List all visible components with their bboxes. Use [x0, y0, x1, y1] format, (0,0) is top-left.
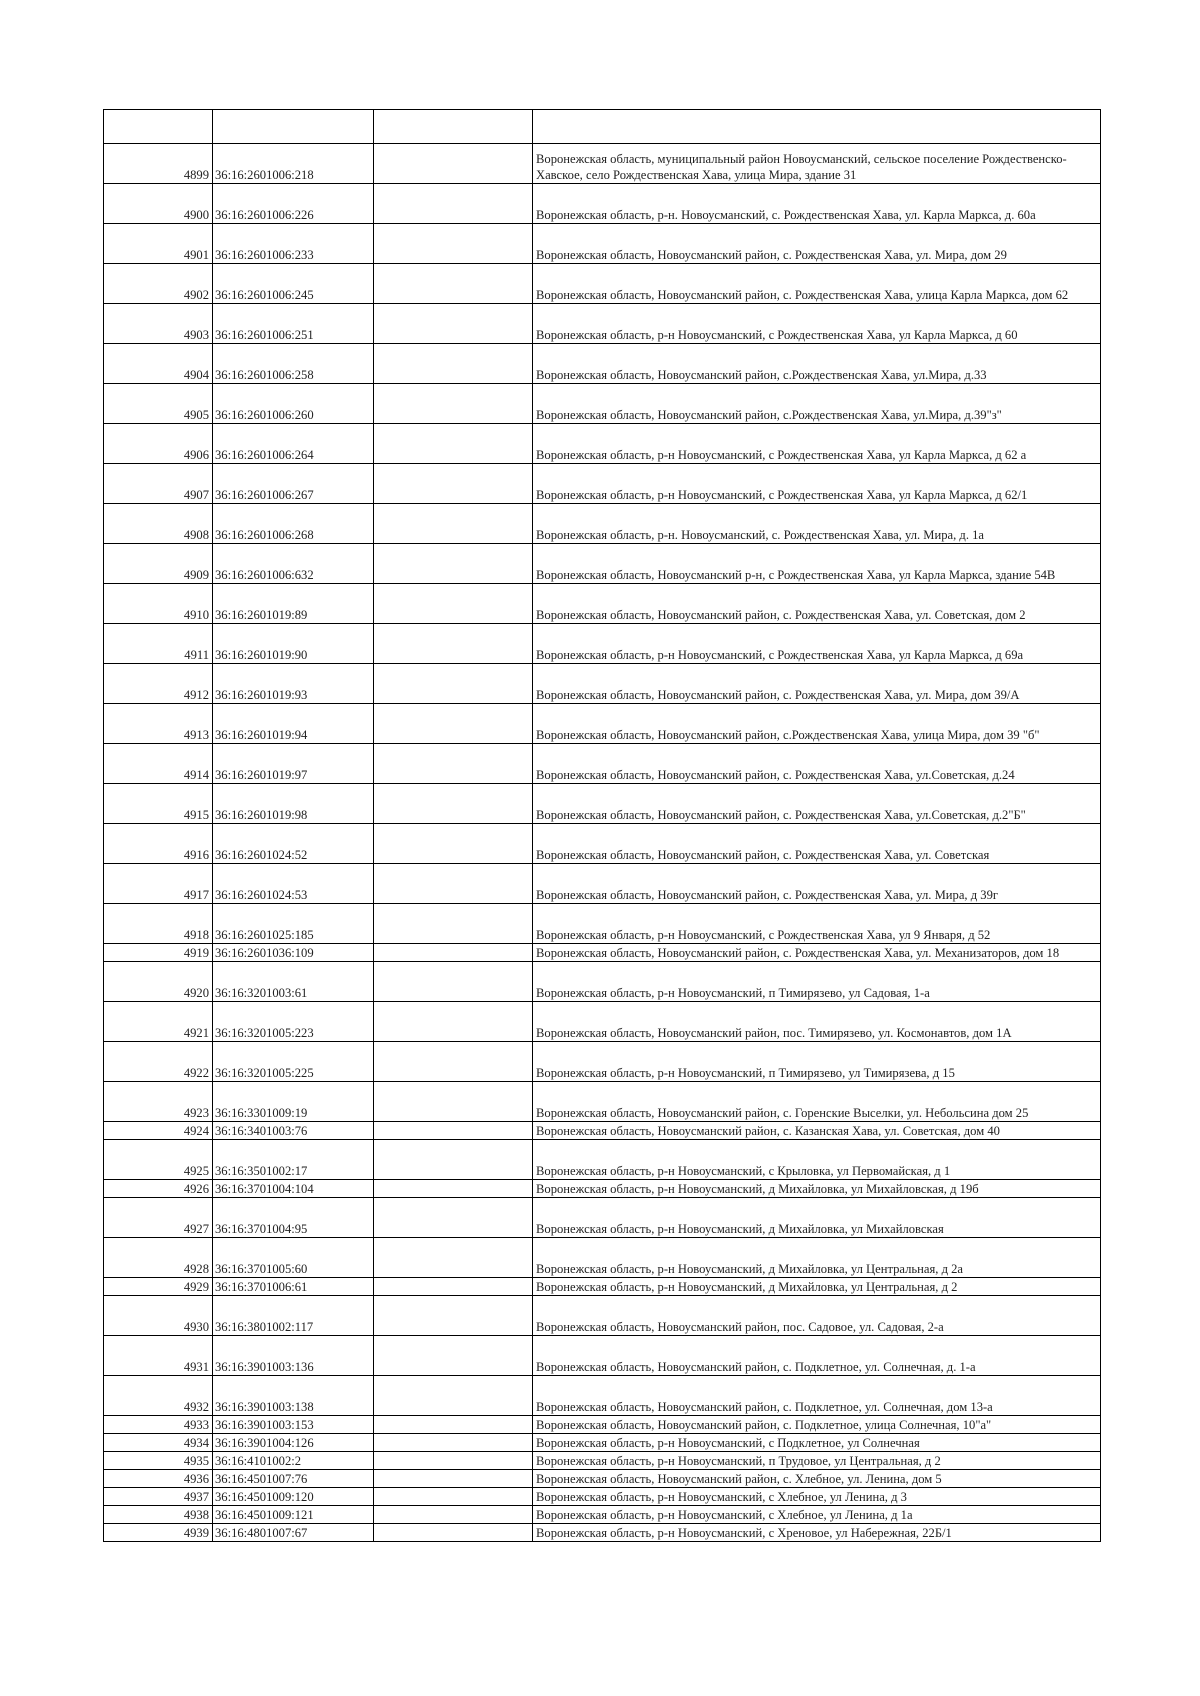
- table-row: [104, 504, 1101, 544]
- cadastral-number-cell: 36:16:3201003:61: [213, 962, 374, 1002]
- table-row: [104, 1140, 1101, 1180]
- row-number-cell: 4911: [104, 624, 213, 664]
- row-number-cell: 4901: [104, 224, 213, 264]
- cadastral-number-cell: 36:16:4501009:121: [213, 1506, 374, 1524]
- cadastral-number-cell: 36:16:3401003:76: [213, 1122, 374, 1140]
- table-row: [104, 704, 1101, 744]
- cadastral-number-cell: 36:16:2601006:251: [213, 304, 374, 344]
- table-row: [104, 544, 1101, 584]
- row-number-cell: 4903: [104, 304, 213, 344]
- row-number-cell: 4930: [104, 1296, 213, 1336]
- table-row: [104, 584, 1101, 624]
- address-cell: Воронежская область, р-н Новоусманский, п Трудовое, ул Центральная, д 2: [533, 1452, 1101, 1470]
- row-number-cell: 4902: [104, 264, 213, 304]
- row-number-cell: 4899: [104, 144, 213, 184]
- table-row: [104, 904, 1101, 944]
- empty-cell: [374, 1296, 533, 1336]
- table-row: [104, 1524, 1101, 1542]
- row-number-cell: 4926: [104, 1180, 213, 1198]
- cadastral-number-cell: 36:16:2601006:260: [213, 384, 374, 424]
- address-cell: Воронежская область, р-н. Новоусманский, с. Рождественская Хава, ул. Карла Маркса, д. 60а: [533, 184, 1101, 224]
- cadastral-number-cell: 36:16:2601036:109: [213, 944, 374, 962]
- empty-cell: [374, 110, 533, 144]
- empty-cell: [374, 424, 533, 464]
- registry-table: [103, 109, 1101, 1542]
- table-row: [104, 1278, 1101, 1296]
- cadastral-number-cell: 36:16:3801002:117: [213, 1296, 374, 1336]
- cadastral-number-cell: 36:16:3701006:61: [213, 1278, 374, 1296]
- cadastral-number-cell: 36:16:2601024:52: [213, 824, 374, 864]
- table-row: [104, 744, 1101, 784]
- row-number-cell: [104, 110, 213, 144]
- address-cell: Воронежская область, р-н. Новоусманский, с. Рождественская Хава, ул. Мира, д. 1а: [533, 504, 1101, 544]
- address-cell: Воронежская область, Новоусманский район, с. Рождественская Хава, ул. Советская, дом 2: [533, 584, 1101, 624]
- empty-cell: [374, 1434, 533, 1452]
- row-number-cell: 4916: [104, 824, 213, 864]
- address-cell: Воронежская область, р-н Новоусманский, с Рождественская Хава, ул Карла Маркса, д 62 а: [533, 424, 1101, 464]
- address-cell: Воронежская область, Новоусманский район, с.Рождественская Хава, улица Мира, дом 39 "б": [533, 704, 1101, 744]
- empty-cell: [374, 1376, 533, 1416]
- row-number-cell: 4938: [104, 1506, 213, 1524]
- empty-cell: [374, 584, 533, 624]
- row-number-cell: 4937: [104, 1488, 213, 1506]
- empty-cell: [374, 544, 533, 584]
- row-number-cell: 4939: [104, 1524, 213, 1542]
- empty-cell: [374, 304, 533, 344]
- address-cell: Воронежская область, р-н Новоусманский, с Рождественская Хава, ул 9 Января, д 52: [533, 904, 1101, 944]
- cadastral-number-cell: 36:16:2601024:53: [213, 864, 374, 904]
- empty-cell: [374, 744, 533, 784]
- table-row: [104, 1082, 1101, 1122]
- row-number-cell: 4914: [104, 744, 213, 784]
- row-number-cell: 4917: [104, 864, 213, 904]
- row-number-cell: 4905: [104, 384, 213, 424]
- cadastral-number-cell: 36:16:2601006:245: [213, 264, 374, 304]
- table-row: [104, 224, 1101, 264]
- address-cell: Воронежская область, Новоусманский район, с. Подклетное, ул. Солнечная, д. 1-а: [533, 1336, 1101, 1376]
- address-cell: Воронежская область, р-н Новоусманский, д Михайловка, ул Михайловская: [533, 1198, 1101, 1238]
- table-row: [104, 962, 1101, 1002]
- empty-cell: [374, 962, 533, 1002]
- table-row: [104, 864, 1101, 904]
- address-cell: Воронежская область, Новоусманский район, с. Подклетное, ул. Солнечная, дом 13-а: [533, 1376, 1101, 1416]
- row-number-cell: 4919: [104, 944, 213, 962]
- table-row: [104, 664, 1101, 704]
- address-cell: Воронежская область, Новоусманский район, пос. Тимирязево, ул. Космонавтов, дом 1А: [533, 1002, 1101, 1042]
- row-number-cell: 4900: [104, 184, 213, 224]
- cadastral-number-cell: 36:16:3901004:126: [213, 1434, 374, 1452]
- row-number-cell: 4924: [104, 1122, 213, 1140]
- table-row: [104, 344, 1101, 384]
- address-cell: [533, 110, 1101, 144]
- address-cell: Воронежская область, Новоусманский р-н, с Рождественская Хава, ул Карла Маркса, здание 54В: [533, 544, 1101, 584]
- address-cell: Воронежская область, р-н Новоусманский, с Рождественская Хава, ул Карла Маркса, д 62/1: [533, 464, 1101, 504]
- table-row: [104, 1434, 1101, 1452]
- table-row: [104, 1296, 1101, 1336]
- address-cell: Воронежская область, р-н Новоусманский, с Хреновое, ул Набережная, 22Б/1: [533, 1524, 1101, 1542]
- address-cell: Воронежская область, Новоусманский район, с. Рождественская Хава, ул.Советская, д.24: [533, 744, 1101, 784]
- row-number-cell: 4932: [104, 1376, 213, 1416]
- empty-cell: [374, 1336, 533, 1376]
- cadastral-number-cell: [213, 110, 374, 144]
- cadastral-number-cell: 36:16:2601006:258: [213, 344, 374, 384]
- empty-cell: [374, 1002, 533, 1042]
- cadastral-number-cell: 36:16:2601019:94: [213, 704, 374, 744]
- address-cell: Воронежская область, р-н Новоусманский, с Хлебное, ул Ленина, д 1а: [533, 1506, 1101, 1524]
- table-row: [104, 784, 1101, 824]
- table-row: [104, 1488, 1101, 1506]
- row-number-cell: 4934: [104, 1434, 213, 1452]
- empty-cell: [374, 1180, 533, 1198]
- table-row: [104, 1042, 1101, 1082]
- table-row: [104, 384, 1101, 424]
- empty-cell: [374, 1122, 533, 1140]
- cadastral-number-cell: 36:16:3701004:95: [213, 1198, 374, 1238]
- row-number-cell: 4918: [104, 904, 213, 944]
- table-row: [104, 1336, 1101, 1376]
- table-row: [104, 184, 1101, 224]
- table-row: [104, 1122, 1101, 1140]
- empty-cell: [374, 1278, 533, 1296]
- empty-cell: [374, 1140, 533, 1180]
- row-number-cell: 4921: [104, 1002, 213, 1042]
- cadastral-number-cell: 36:16:3301009:19: [213, 1082, 374, 1122]
- registry-table-body: [104, 110, 1101, 1542]
- cadastral-number-cell: 36:16:2601006:264: [213, 424, 374, 464]
- row-number-cell: 4904: [104, 344, 213, 384]
- empty-cell: [374, 904, 533, 944]
- empty-cell: [374, 824, 533, 864]
- cadastral-number-cell: 36:16:2601006:632: [213, 544, 374, 584]
- row-number-cell: 4936: [104, 1470, 213, 1488]
- row-number-cell: 4925: [104, 1140, 213, 1180]
- row-number-cell: 4913: [104, 704, 213, 744]
- cadastral-number-cell: 36:16:2601006:268: [213, 504, 374, 544]
- empty-cell: [374, 1416, 533, 1434]
- row-number-cell: 4906: [104, 424, 213, 464]
- empty-cell: [374, 264, 533, 304]
- empty-cell: [374, 864, 533, 904]
- address-cell: Воронежская область, р-н Новоусманский, д Михайловка, ул Центральная, д 2а: [533, 1238, 1101, 1278]
- cadastral-number-cell: 36:16:3901003:153: [213, 1416, 374, 1434]
- row-number-cell: 4912: [104, 664, 213, 704]
- empty-cell: [374, 464, 533, 504]
- row-number-cell: 4910: [104, 584, 213, 624]
- cadastral-number-cell: 36:16:3201005:223: [213, 1002, 374, 1042]
- table-row-top-blank: [104, 110, 1101, 144]
- row-number-cell: 4931: [104, 1336, 213, 1376]
- address-cell: Воронежская область, Новоусманский район, с. Рождественская Хава, ул. Мира, дом 29: [533, 224, 1101, 264]
- address-cell: Воронежская область, р-н Новоусманский, с Крыловка, ул Первомайская, д 1: [533, 1140, 1101, 1180]
- table-row: [104, 304, 1101, 344]
- table-row: [104, 424, 1101, 464]
- row-number-cell: 4935: [104, 1452, 213, 1470]
- cadastral-number-cell: 36:16:2601006:233: [213, 224, 374, 264]
- cadastral-number-cell: 36:16:3701005:60: [213, 1238, 374, 1278]
- cadastral-number-cell: 36:16:2601006:267: [213, 464, 374, 504]
- address-cell: Воронежская область, Новоусманский район, с. Рождественская Хава, ул. Механизаторов, дом 18: [533, 944, 1101, 962]
- address-cell: Воронежская область, Новоусманский район, с.Рождественская Хава, ул.Мира, д.33: [533, 344, 1101, 384]
- cadastral-number-cell: 36:16:4101002:2: [213, 1452, 374, 1470]
- table-row: [104, 1452, 1101, 1470]
- address-cell: Воронежская область, Новоусманский район, с. Горенские Выселки, ул. Небольсина дом 25: [533, 1082, 1101, 1122]
- table-row: [104, 1238, 1101, 1278]
- cadastral-number-cell: 36:16:4501007:76: [213, 1470, 374, 1488]
- empty-cell: [374, 1198, 533, 1238]
- empty-cell: [374, 704, 533, 744]
- table-row: [104, 1470, 1101, 1488]
- cadastral-number-cell: 36:16:2601019:97: [213, 744, 374, 784]
- address-cell: Воронежская область, р-н Новоусманский, с Рождественская Хава, ул Карла Маркса, д 69а: [533, 624, 1101, 664]
- empty-cell: [374, 1488, 533, 1506]
- row-number-cell: 4928: [104, 1238, 213, 1278]
- address-cell: Воронежская область, р-н Новоусманский, п Тимирязево, ул Садовая, 1-а: [533, 962, 1101, 1002]
- address-cell: Воронежская область, Новоусманский район, с. Рождественская Хава, ул. Мира, д 39г: [533, 864, 1101, 904]
- cadastral-number-cell: 36:16:3701004:104: [213, 1180, 374, 1198]
- row-number-cell: 4922: [104, 1042, 213, 1082]
- empty-cell: [374, 144, 533, 184]
- empty-cell: [374, 344, 533, 384]
- address-cell: Воронежская область, Новоусманский район, с. Рождественская Хава, улица Карла Маркса, дом 62: [533, 264, 1101, 304]
- cadastral-number-cell: 36:16:2601025:185: [213, 904, 374, 944]
- empty-cell: [374, 1452, 533, 1470]
- cadastral-number-cell: 36:16:3901003:138: [213, 1376, 374, 1416]
- address-cell: Воронежская область, Новоусманский район, с. Казанская Хава, ул. Советская, дом 40: [533, 1122, 1101, 1140]
- empty-cell: [374, 504, 533, 544]
- table-row: [104, 464, 1101, 504]
- table-row: [104, 624, 1101, 664]
- row-number-cell: 4927: [104, 1198, 213, 1238]
- empty-cell: [374, 1042, 533, 1082]
- address-cell: Воронежская область, Новоусманский район, с. Рождественская Хава, ул.Советская, д.2"Б": [533, 784, 1101, 824]
- empty-cell: [374, 1524, 533, 1542]
- cadastral-number-cell: 36:16:2601006:218: [213, 144, 374, 184]
- row-number-cell: 4907: [104, 464, 213, 504]
- cadastral-number-cell: 36:16:2601019:98: [213, 784, 374, 824]
- address-cell: Воронежская область, р-н Новоусманский, п Тимирязево, ул Тимирязева, д 15: [533, 1042, 1101, 1082]
- empty-cell: [374, 1470, 533, 1488]
- empty-cell: [374, 384, 533, 424]
- cadastral-number-cell: 36:16:2601019:89: [213, 584, 374, 624]
- table-row: [104, 1506, 1101, 1524]
- cadastral-number-cell: 36:16:3901003:136: [213, 1336, 374, 1376]
- address-cell: Воронежская область, муниципальный район Новоусманский, сельское поселение Рождественско-Хавское, село Рождественская Хава, улица Мира, здание 31: [533, 144, 1101, 184]
- cadastral-number-cell: 36:16:2601019:93: [213, 664, 374, 704]
- row-number-cell: 4933: [104, 1416, 213, 1434]
- address-cell: Воронежская область, р-н Новоусманский, д Михайловка, ул Михайловская, д 19б: [533, 1180, 1101, 1198]
- row-number-cell: 4915: [104, 784, 213, 824]
- empty-cell: [374, 784, 533, 824]
- table-row: [104, 1002, 1101, 1042]
- table-row: [104, 1180, 1101, 1198]
- empty-cell: [374, 944, 533, 962]
- cadastral-number-cell: 36:16:2601019:90: [213, 624, 374, 664]
- empty-cell: [374, 1238, 533, 1278]
- cadastral-number-cell: 36:16:4801007:67: [213, 1524, 374, 1542]
- table-row: [104, 1198, 1101, 1238]
- row-number-cell: 4929: [104, 1278, 213, 1296]
- row-number-cell: 4909: [104, 544, 213, 584]
- empty-cell: [374, 184, 533, 224]
- address-cell: Воронежская область, р-н Новоусманский, с Подклетное, ул Солнечная: [533, 1434, 1101, 1452]
- empty-cell: [374, 1506, 533, 1524]
- address-cell: Воронежская область, р-н Новоусманский, д Михайловка, ул Центральная, д 2: [533, 1278, 1101, 1296]
- empty-cell: [374, 664, 533, 704]
- cadastral-number-cell: 36:16:4501009:120: [213, 1488, 374, 1506]
- cadastral-number-cell: 36:16:3201005:225: [213, 1042, 374, 1082]
- table-row: [104, 144, 1101, 184]
- address-cell: Воронежская область, р-н Новоусманский, с Рождественская Хава, ул Карла Маркса, д 60: [533, 304, 1101, 344]
- empty-cell: [374, 624, 533, 664]
- row-number-cell: 4920: [104, 962, 213, 1002]
- table-row: [104, 264, 1101, 304]
- table-row: [104, 1416, 1101, 1434]
- empty-cell: [374, 1082, 533, 1122]
- table-row: [104, 944, 1101, 962]
- cadastral-number-cell: 36:16:2601006:226: [213, 184, 374, 224]
- address-cell: Воронежская область, р-н Новоусманский, с Хлебное, ул Ленина, д 3: [533, 1488, 1101, 1506]
- address-cell: Воронежская область, Новоусманский район, с. Рождественская Хава, ул. Мира, дом 39/А: [533, 664, 1101, 704]
- address-cell: Воронежская область, Новоусманский район, с. Рождественская Хава, ул. Советская: [533, 824, 1101, 864]
- address-cell: Воронежская область, Новоусманский район, с. Подклетное, улица Солнечная, 10"а": [533, 1416, 1101, 1434]
- row-number-cell: 4923: [104, 1082, 213, 1122]
- address-cell: Воронежская область, Новоусманский район, с.Рождественская Хава, ул.Мира, д.39"з": [533, 384, 1101, 424]
- address-cell: Воронежская область, Новоусманский район, пос. Садовое, ул. Садовая, 2-а: [533, 1296, 1101, 1336]
- row-number-cell: 4908: [104, 504, 213, 544]
- table-row: [104, 1376, 1101, 1416]
- address-cell: Воронежская область, Новоусманский район, с. Хлебное, ул. Ленина, дом 5: [533, 1470, 1101, 1488]
- table-row: [104, 824, 1101, 864]
- cadastral-number-cell: 36:16:3501002:17: [213, 1140, 374, 1180]
- empty-cell: [374, 224, 533, 264]
